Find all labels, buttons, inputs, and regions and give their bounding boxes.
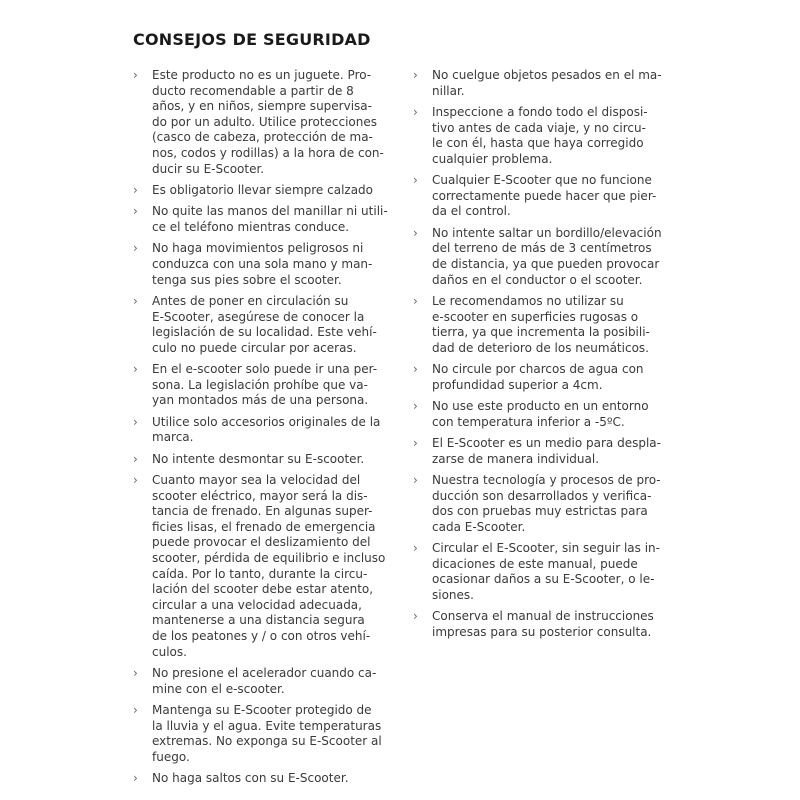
bullet-icon: › bbox=[413, 473, 418, 488]
list-item-text: No use este producto en un entorno con temperatura inferior a -5ºC. bbox=[432, 399, 649, 429]
list-item bbox=[133, 204, 395, 235]
bullet-icon: › bbox=[413, 399, 418, 414]
list-item-text: No intente desmontar su E-scooter. bbox=[152, 451, 365, 466]
list-item-text: Utilice solo accesorios originales de la marca. bbox=[152, 414, 381, 445]
list-item bbox=[133, 241, 395, 288]
list-item-text: Nuestra tecnología y procesos de pro- ducción son desarrollados y verifica- dos con pruebas muy estrictas para cada E-Scooter. bbox=[432, 473, 661, 534]
list-item bbox=[133, 666, 395, 697]
list-item bbox=[413, 541, 675, 603]
list-item-text: Mantenga su E-Scooter protegido de la lluvia y el agua. Evite temperaturas extremas. No exponga su E-Scooter al fuego. bbox=[152, 702, 382, 764]
bullet-icon: › bbox=[413, 293, 418, 308]
list-item bbox=[413, 294, 675, 356]
list-item bbox=[413, 68, 675, 99]
bullet-icon: › bbox=[413, 436, 418, 451]
bullet-icon: › bbox=[413, 225, 418, 240]
safety-list-left bbox=[133, 68, 395, 793]
list-item bbox=[133, 452, 395, 468]
list-item bbox=[413, 399, 675, 430]
list-item-text: No presione el acelerador cuando ca- mine con el e-scooter. bbox=[152, 665, 377, 696]
bullet-icon: › bbox=[413, 362, 418, 377]
bullet-icon: › bbox=[413, 609, 418, 624]
bullet-icon: › bbox=[133, 665, 138, 680]
list-item-text: No intente saltar un bordillo/elevación del terreno de más de 3 centímetros de distancia, ya que pueden provocar daños en el conductor o el scooter. bbox=[432, 225, 662, 287]
list-item-text: No haga movimientos peligrosos ni conduzca con una sola mano y man- tenga sus pies sobre el scooter. bbox=[152, 241, 373, 287]
list-item bbox=[413, 173, 675, 220]
list-item-text: No circule por charcos de agua con profundidad superior a 4cm. bbox=[432, 362, 644, 392]
list-item-text: Le recomendamos no utilizar su e-scooter en superficies rugosas o tierra, ya que incrementa la posibili- dad de deterioro de los neumáticos. bbox=[432, 293, 650, 355]
bullet-icon: › bbox=[133, 68, 138, 82]
page-title: CONSEJOS DE SEGURIDAD bbox=[133, 30, 371, 49]
list-item-text: No haga saltos con su E-Scooter. bbox=[152, 771, 349, 786]
list-item bbox=[133, 362, 395, 409]
list-item-text: Cuanto mayor sea la velocidad del scooter eléctrico, mayor será la dis- tancia de frenado. En algunas super- ficies lisas, el frenado de emergencia puede provocar el deslizamiento del scooter, pérdida de equilibrio e incluso caída. Por lo tanto, durante la circu- lación del scooter debe estar atento, circular a una velocidad adecuada, mantenerse a una distancia segura de los peatones y / o con otros vehí- culos. bbox=[152, 473, 386, 659]
list-item-text: Antes de poner en circulación su E-Scooter, asegúrese de conocer la legislación de su localidad. Este vehí- culo no puede circular por aceras. bbox=[152, 293, 377, 355]
list-item bbox=[133, 703, 395, 765]
bullet-icon: › bbox=[413, 68, 418, 82]
bullet-icon: › bbox=[133, 473, 138, 488]
list-item-text: Circular el E-Scooter, sin seguir las in- dicaciones de este manual, puede ocasionar daños a su E-Scooter, o le- siones. bbox=[432, 541, 660, 602]
list-item-text: Inspeccione a fondo todo el disposi- tivo antes de cada viaje, y no circu- le con él, hasta que haya corregido cualquier problema. bbox=[432, 104, 648, 166]
list-item-text: El E-Scooter es un medio para despla- zarse de manera individual. bbox=[432, 436, 661, 466]
bullet-icon: › bbox=[133, 771, 138, 786]
list-item-text: Este producto no es un juguete. Pro- ducto recomendable a partir de 8 años, y en niños, siempre supervisa- do por un adulto. Utilice protecciones (casco de cabeza, protección de ma- nos, codos y rodillas) a la hora de con- ducir su E-Scooter. bbox=[152, 68, 384, 176]
bullet-icon: › bbox=[413, 541, 418, 556]
bullet-icon: › bbox=[413, 104, 418, 119]
list-item-text: No quite las manos del manillar ni utili- ce el teléfono mientras conduce. bbox=[152, 204, 388, 234]
safety-list-right bbox=[413, 68, 675, 646]
bullet-icon: › bbox=[133, 241, 138, 256]
list-item bbox=[133, 183, 395, 199]
list-item bbox=[133, 473, 395, 660]
list-item bbox=[133, 294, 395, 356]
bullet-icon: › bbox=[133, 702, 138, 717]
list-item bbox=[413, 609, 675, 640]
list-item bbox=[133, 771, 395, 787]
list-item bbox=[413, 473, 675, 535]
bullet-icon: › bbox=[133, 414, 138, 429]
list-item-text: Conserva el manual de instrucciones impresas para su posterior consulta. bbox=[432, 609, 654, 639]
list-item-text: En el e-scooter solo puede ir una per- sona. La legislación prohíbe que va- yan montados más de una persona. bbox=[152, 362, 378, 408]
list-item-text: Cualquier E-Scooter que no funcione correctamente puede hacer que pier- da el control. bbox=[432, 173, 657, 219]
bullet-icon: › bbox=[133, 362, 138, 377]
list-item bbox=[413, 226, 675, 288]
list-item bbox=[133, 68, 395, 177]
bullet-icon: › bbox=[133, 204, 138, 219]
list-item bbox=[413, 362, 675, 393]
bullet-icon: › bbox=[413, 173, 418, 188]
bullet-icon: › bbox=[133, 451, 138, 466]
bullet-icon: › bbox=[133, 182, 138, 197]
list-item bbox=[413, 436, 675, 467]
list-item-text: No cuelgue objetos pesados en el ma- nillar. bbox=[432, 68, 662, 98]
bullet-icon: › bbox=[133, 293, 138, 308]
list-item bbox=[133, 415, 395, 446]
list-item bbox=[413, 105, 675, 167]
list-item-text: Es obligatorio llevar siempre calzado bbox=[152, 182, 374, 197]
